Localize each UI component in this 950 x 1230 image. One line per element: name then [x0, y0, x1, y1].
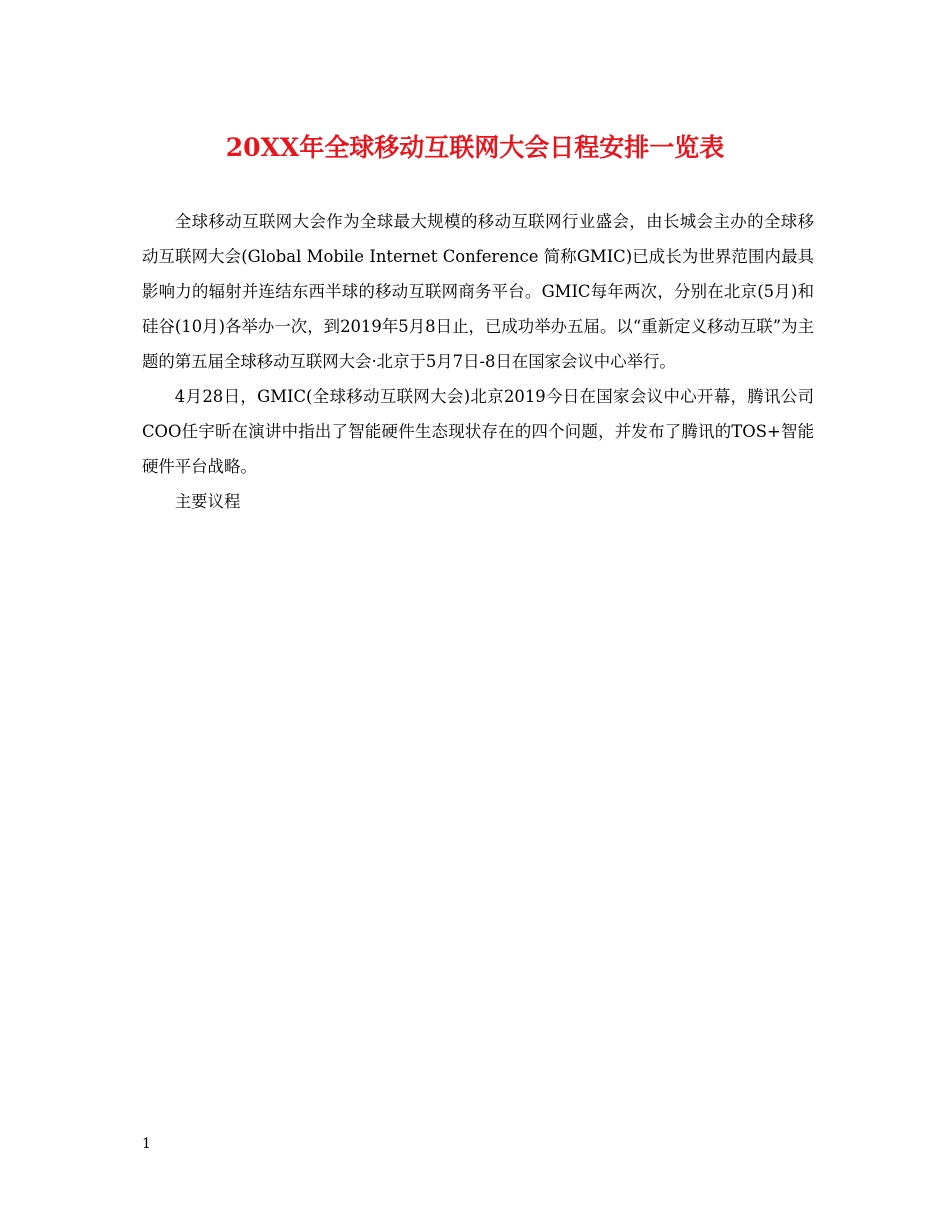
page-number: 1 — [142, 1136, 151, 1152]
paragraph-agenda-heading: 主要议程 — [174, 492, 241, 511]
document-title: 20XX年全球移动互联网大会日程安排一览表 — [225, 133, 725, 162]
paragraph-opening: 4月28日，GMIC(全球移动互联网大会)北京2019今日在国家会议中心开幕，腾讯公司COO任宇昕在演讲中指出了智能硬件生态现状存在的四个问题，并发布了腾讯的TOS+智能硬件平台战略。 — [142, 387, 814, 476]
paragraph-intro: 全球移动互联网大会作为全球最大规模的移动互联网行业盛会，由长城会主办的全球移动互联网大会(Global Mobile Internet Conference 简称GMIC)已成长为世界范围内最具影响力的辐射并连结东西半球的移动互联网商务平台。GMIC每年两次，分别在北京(5月)和硅谷(10月)各举办一次，到2019年5月8日止，已成功举办五届。以“重新定义移动互联”为主题的第五届全球移动互联网大会·北京于5月7日-8日在国家会议中心举行。 — [142, 212, 814, 371]
document-body — [142, 204, 814, 519]
